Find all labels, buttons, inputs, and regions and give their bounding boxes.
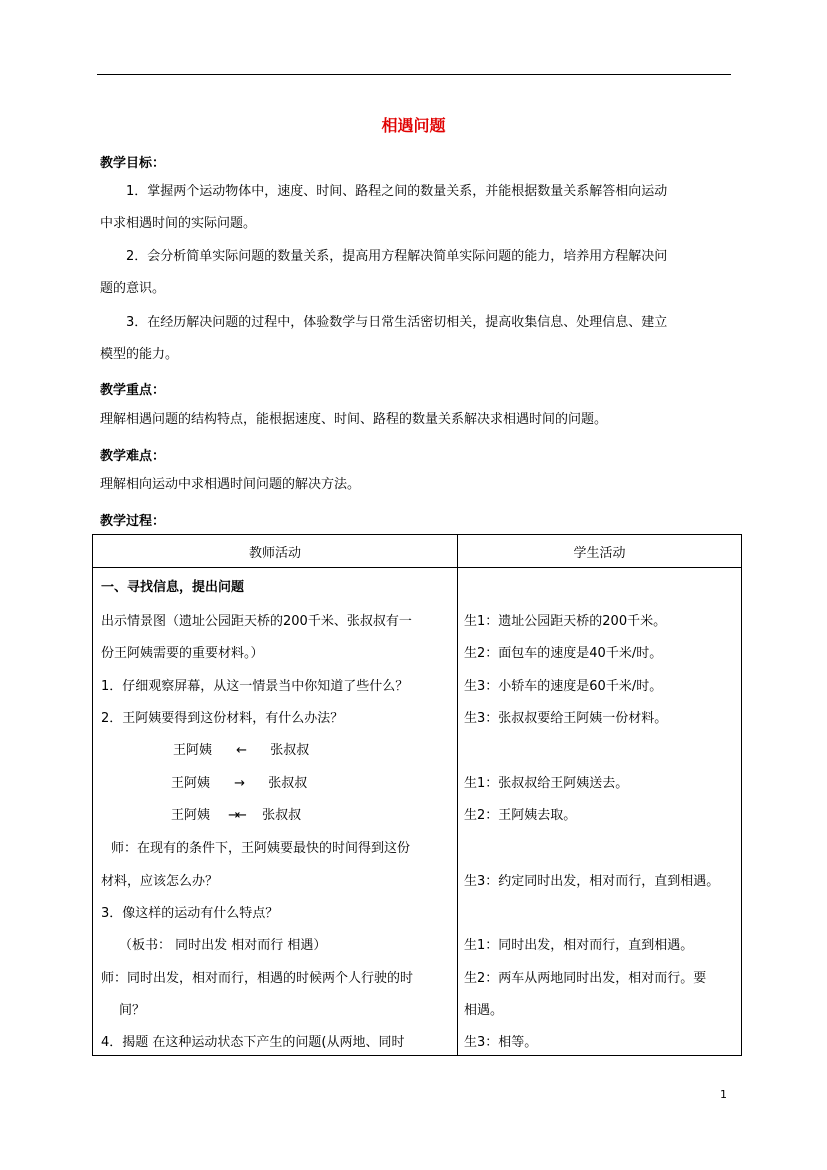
student-line: 生2：两车从两地同时出发，相对而行。要 xyxy=(464,971,707,986)
objective-3-line-2: 模型的能力。 xyxy=(100,347,179,362)
student-line: 生2：面包车的速度是40千米/时。 xyxy=(464,646,663,661)
diagram-label-wang: 王阿姨 xyxy=(171,776,211,791)
objective-3 xyxy=(100,307,732,371)
teacher-line: 师：同时出发，相对而行，相遇的时候两个人行驶的时 xyxy=(101,971,414,986)
teacher-line: 3．像这样的运动有什么特点？ xyxy=(101,906,279,921)
student-line: 生1：遗址公园距天桥的200千米。 xyxy=(464,614,667,629)
student-column-header: 学生活动 xyxy=(458,535,742,568)
student-line: 生3：约定同时出发，相对而行，直到相遇。 xyxy=(464,874,720,889)
student-line: 生3：相等。 xyxy=(464,1035,538,1050)
teacher-column-header: 教师活动 xyxy=(93,535,458,568)
teacher-line: 1．仔细观察屏幕，从这一情景当中你知道了些什么？ xyxy=(101,679,409,694)
student-line: 生1：同时出发，相对而行，直到相遇。 xyxy=(464,938,694,953)
page-number: 1 xyxy=(720,1088,727,1101)
diagram-row-2 xyxy=(171,772,307,791)
page-title: 相遇问题 xyxy=(381,116,446,135)
student-line: 生1：张叔叔给王阿姨送去。 xyxy=(464,776,629,791)
teacher-line: 2．王阿姨要得到这份材料，有什么办法？ xyxy=(101,711,344,726)
key-point-text: 理解相遇问题的结构特点，能根据速度、时间、路程的数量关系解决求相遇时间的问题。 xyxy=(100,412,608,427)
objective-2-line-1: 2．会分析简单实际问题的数量关系，提高用方程解决简单实际问题的能力，培养用方程解决问 xyxy=(126,249,668,264)
teacher-section-title: 一、寻找信息，提出问题 xyxy=(101,580,245,595)
arrow-right-icon: → xyxy=(234,776,243,791)
objective-2-line-2: 题的意识。 xyxy=(100,281,166,296)
diagram-label-wang: 王阿姨 xyxy=(173,743,213,758)
table-header-row xyxy=(93,535,742,568)
student-activity-cell xyxy=(458,568,742,1056)
difficulty-text: 理解相向运动中求相遇时间问题的解决方法。 xyxy=(100,477,361,492)
diagram-label-zhang: 张叔叔 xyxy=(262,808,302,823)
arrows-toward-each-other-icon: →← xyxy=(228,808,244,823)
diagram-row-1 xyxy=(173,739,309,758)
header-rule xyxy=(97,74,731,75)
student-line: 相遇。 xyxy=(464,1003,504,1018)
teacher-line: 材料，应该怎么办？ xyxy=(101,874,219,889)
student-line: 生3：小轿车的速度是60千米/时。 xyxy=(464,679,663,694)
teacher-line: 间？ xyxy=(119,1003,146,1018)
teacher-line: 4．揭题 在这种运动状态下产生的问题(从两地、同时 xyxy=(101,1035,405,1050)
student-line: 生2：王阿姨去取。 xyxy=(464,808,577,823)
difficulty-heading: 教学难点： xyxy=(100,449,166,464)
diagram-label-zhang: 张叔叔 xyxy=(268,776,308,791)
process-table xyxy=(92,534,742,1056)
objective-1 xyxy=(100,176,732,240)
objective-3-line-1: 3．在经历解决问题的过程中，体验数学与日常生活密切相关，提高收集信息、处理信息、建立 xyxy=(126,315,668,330)
objective-1-line-1: 1．掌握两个运动物体中，速度、时间、路程之间的数量关系，并能根据数量关系解答相向运动 xyxy=(126,184,668,199)
table-row xyxy=(93,568,742,1056)
objective-1-line-2: 中求相遇时间的实际问题。 xyxy=(100,216,257,231)
teacher-activity-cell xyxy=(93,568,458,1056)
key-point-heading: 教学重点： xyxy=(100,383,166,398)
teacher-line: 份王阿姨需要的重要材料。） xyxy=(101,646,264,661)
board-writing: （板书： 同时出发 相对而行 相遇） xyxy=(119,938,327,953)
diagram-label-zhang: 张叔叔 xyxy=(270,743,310,758)
objective-2 xyxy=(100,241,732,305)
arrow-left-icon: ← xyxy=(236,743,245,758)
teacher-line: 出示情景图（遗址公园距天桥的200千米、张叔叔有一 xyxy=(101,614,412,629)
objectives-heading: 教学目标： xyxy=(100,156,166,171)
student-line: 生3：张叔叔要给王阿姨一份材料。 xyxy=(464,711,668,726)
process-heading: 教学过程： xyxy=(100,514,166,529)
diagram-row-3 xyxy=(171,804,301,823)
teacher-line: 师：在现有的条件下，王阿姨要最快的时间得到这份 xyxy=(111,841,411,856)
diagram-label-wang: 王阿姨 xyxy=(171,808,211,823)
